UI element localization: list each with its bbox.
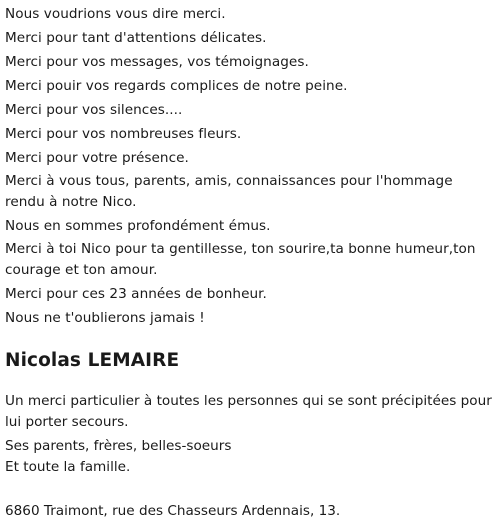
rescuers-thanks-text: Un merci particulier à toutes les personnes qui se sont précipitées pour lui porter secours. (5, 393, 492, 430)
thank-you-message (5, 3, 495, 329)
family-signature-block (5, 436, 495, 478)
message-line: Merci pour tant d'attentions délicates. (5, 30, 267, 46)
message-line: Nous voudrions vous dire merci. (5, 6, 226, 22)
message-line: Merci pour vos messages, vos témoignages. (5, 54, 309, 70)
message-line: Nous ne t'oublierons jamais ! (5, 310, 205, 326)
obituary-document (5, 3, 495, 525)
spacer (5, 481, 495, 501)
message-line: Merci à toi Nico pour ta gentillesse, ton sourire,ta bonne humeur,ton courage et ton amour. (5, 241, 476, 278)
message-line: Merci pour vos silences.... (5, 102, 183, 118)
message-line: Merci à vous tous, parents, amis, connaissances pour l'hommage rendu à notre Nico. (5, 173, 453, 210)
message-line: Merci pour ces 23 années de bonheur. (5, 286, 267, 302)
family-line: Et toute la famille. (5, 459, 131, 475)
family-line: Ses parents, frères, belles-soeurs (5, 438, 232, 454)
message-line: Nous en sommes profondément émus. (5, 218, 271, 234)
message-line: Merci pouir vos regards complices de notre peine. (5, 78, 348, 94)
deceased-name-heading: Nicolas LEMAIRE (5, 350, 180, 371)
message-line: Merci pour votre présence. (5, 150, 189, 166)
address-block (5, 501, 495, 522)
rescuers-thanks-block (5, 391, 495, 433)
message-line: Merci pour vos nombreuses fleurs. (5, 126, 242, 142)
family-address: 6860 Traimont, rue des Chasseurs Ardennais, 13. (5, 503, 341, 519)
